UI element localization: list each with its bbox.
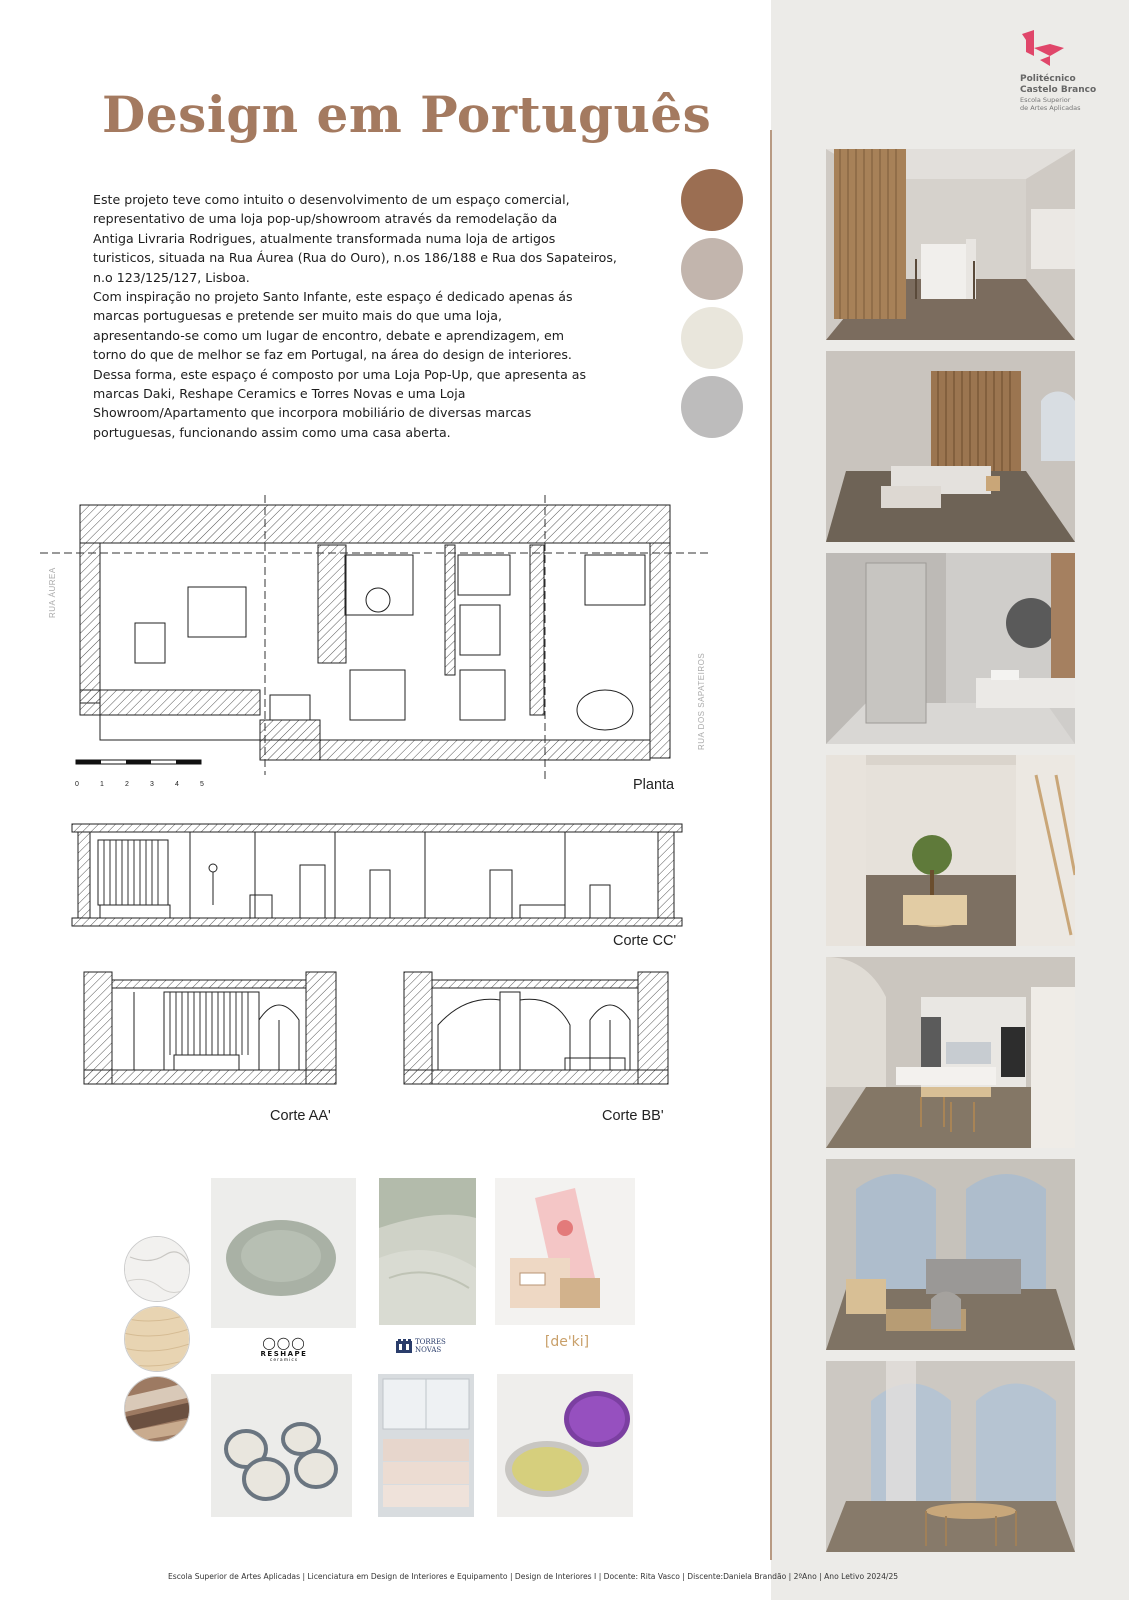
product-daki-box <box>495 1178 635 1325</box>
logo-line-2: Castelo Branco <box>1020 85 1097 95</box>
section-cc-drawing <box>70 810 690 930</box>
logo-line-1: Politécnico <box>1020 74 1076 84</box>
scale-bar <box>76 760 201 764</box>
section-aa-drawing <box>74 970 354 1100</box>
institution-logo <box>1020 30 1120 112</box>
product-bedding <box>379 1178 476 1325</box>
material-fabric <box>124 1376 190 1442</box>
product-plate <box>211 1178 356 1328</box>
scale-tick: 5 <box>200 781 205 788</box>
section-cc-label: Corte CC' <box>613 933 677 949</box>
render-kitchen-bar <box>826 149 1075 340</box>
render-bathroom <box>826 553 1075 744</box>
logo-mark-icon <box>1020 30 1070 70</box>
material-wood <box>124 1306 190 1372</box>
palette-swatch-cream <box>681 307 743 369</box>
intro-text <box>93 190 663 442</box>
material-marble <box>124 1236 190 1302</box>
render-kitchen <box>826 957 1075 1148</box>
scale-tick: 2 <box>125 781 130 788</box>
brand-reshape-name: RESHAPE <box>260 1350 308 1358</box>
brand-reshape-sub: ceramics <box>269 1358 299 1363</box>
scale-tick: 3 <box>150 781 155 788</box>
intro-paragraph: Este projeto teve como intuito o desenvolvimento de um espaço comercial, representativo de uma loja pop-up/showroom através da remodelação da Antiga Livraria Rodrigues, atualmente transformada numa loja de artigos turisticos, situada na Rua Áurea (Rua do Ouro), n.os 186/188 e Rua dos Sapateiros, n.o 123/125/127, Lisboa. Com inspiração no projeto Santo Infante, este espaço é dedicado apenas ás marcas portuguesas e pretende ser muito mais do que uma loja, apresentando-se como um lugar de encontro, debate e aprendizagem, em torno do que de melhor se faz em Portugal, na área do design de interiores. Dessa forma, este espaço é composto por uma Loja Pop-Up, que apresenta as marcas Daki, Reshape Ceramics e Torres Novas e uma Loja Showroom/Apartamento que incorpora mobiliário de diversas marcas portuguesas, funcionando assim como uma casa aberta. <box>93 192 617 440</box>
street-label-right: RUA DOS SAPATEIROS <box>697 652 706 750</box>
section-bb-drawing <box>390 970 680 1100</box>
floor-plan-drawing <box>40 495 720 790</box>
logo-line-4: de Artes Aplicadas <box>1020 104 1081 112</box>
brand-torres-line2: NOVAS <box>415 1346 442 1354</box>
page-title: Design em Português <box>102 85 712 144</box>
render-dining <box>826 1361 1075 1552</box>
brand-daki: [de'ki] <box>544 1334 590 1350</box>
section-aa-label: Corte AA' <box>270 1108 331 1124</box>
render-popup-store <box>826 755 1075 946</box>
palette-swatch-grey <box>681 376 743 438</box>
product-towels <box>378 1374 474 1517</box>
brand-torres-novas <box>396 1338 460 1354</box>
palette-swatch-taupe <box>681 238 743 300</box>
render-bedroom <box>826 351 1075 542</box>
brand-reshape: ◯◯◯ RESHAPE ceramics <box>258 1336 310 1363</box>
page-footer: Escola Superior de Artes Aplicadas | Licenciatura em Design de Interiores e Equipamento | Design de Interiores I | Docente: Rita Vasco | Discente:Daniela Brandão | 2ºAno | Ano Letivo 2024/25 <box>168 1572 899 1581</box>
brand-torres-line1: TORRES <box>415 1338 446 1346</box>
vertical-divider <box>770 130 772 1560</box>
scale-tick: 1 <box>100 781 105 788</box>
product-ceramic-cups <box>211 1374 352 1517</box>
section-bb-label: Corte BB' <box>602 1108 664 1124</box>
street-label-left: RUA ÁUREA <box>48 567 57 618</box>
logo-line-3: Escola Superior <box>1020 96 1071 104</box>
palette-swatch-brown <box>681 169 743 231</box>
render-living-room <box>826 1159 1075 1350</box>
torres-novas-icon <box>396 1339 412 1353</box>
product-balm-tin <box>497 1374 633 1517</box>
plan-label: Planta <box>633 777 675 793</box>
scale-tick: 0 <box>75 781 80 788</box>
scale-tick: 4 <box>175 781 180 788</box>
